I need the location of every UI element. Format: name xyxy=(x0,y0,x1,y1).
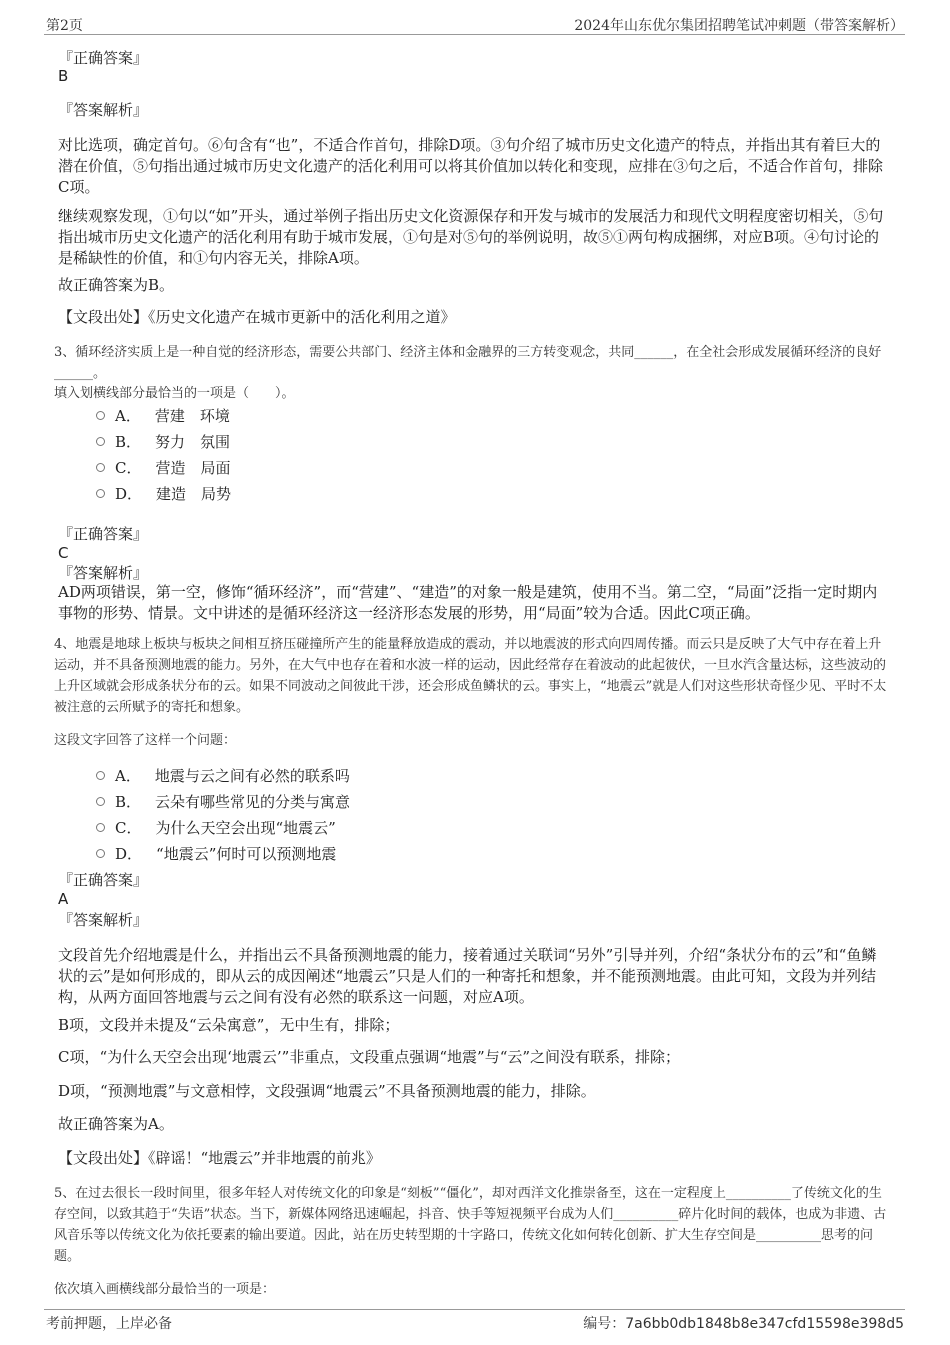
q4-option-b[interactable] xyxy=(96,791,350,812)
q3-option-b[interactable] xyxy=(96,431,230,452)
q4-analysis-p4: D项，“预测地震”与文意相悖，文段强调“地震云”不具备预测地震的能力，排除。 xyxy=(58,1082,596,1100)
document-title: 2024年山东优尔集团招聘笔试冲刺题（带答案解析） xyxy=(574,18,904,34)
footer-code-value: 7a6bb0db1848b8e347cfd15598e398d5 xyxy=(625,1316,904,1332)
q4-option-d[interactable] xyxy=(96,843,336,864)
q4-option-a[interactable] xyxy=(96,765,350,786)
footer-code xyxy=(583,1313,904,1333)
q3-analysis: AD两项错误，第一空，修饰“循环经济”，而“营建”、“建造”的对象一般是建筑，使用不当。第二空，“局面”泛指一定时期内事物的形势、情景。文中讲述的是循环经济这一经济形态发展的形势，用“局面”较为合适。因此C项正确。 xyxy=(58,583,878,622)
q3-stem: 3、循环经济实质上是一种自觉的经济形态，需要公共部门、经济主体和金融界的三方转变观念，共同______，在全社会形成发展循环经济的良好______。 xyxy=(54,345,882,381)
radio-icon[interactable] xyxy=(96,411,105,420)
option-letter: C． xyxy=(115,819,142,837)
q4-source: 【文段出处】《辟谣！“地震云”并非地震的前兆》 xyxy=(58,1149,381,1167)
q2-analysis-label: 『答案解析』 xyxy=(58,101,149,119)
footer-rule xyxy=(44,1309,905,1310)
page-number: 第2页 xyxy=(46,18,83,34)
option-text: “地震云”何时可以预测地震 xyxy=(156,845,337,863)
radio-icon[interactable] xyxy=(96,771,105,780)
radio-icon[interactable] xyxy=(96,463,105,472)
q2-answer: B xyxy=(58,67,69,85)
radio-icon[interactable] xyxy=(96,489,105,498)
q2-conclusion: 故正确答案为B。 xyxy=(58,276,175,294)
q4-conclusion: 故正确答案为A。 xyxy=(58,1115,174,1133)
option-text: 云朵有哪些常见的分类与寓意 xyxy=(155,793,351,811)
radio-icon[interactable] xyxy=(96,437,105,446)
footer-code-label: 编号： xyxy=(583,1316,626,1332)
q4-stem: 4、地震是地球上板块与板块之间相互挤压碰撞所产生的能量释放造成的震动，并以地震波的形式向四周传播。而云只是反映了大气中存在着上升运动，并不具备预测地震的能力。另外，在大气中也存在着和水波一样的运动，因此经常存在着波动的此起彼伏，一旦水汽含量达标，这些波动的上升区域就会形成条状分布的云。如果不同波动之间彼此干涉，还会形成鱼鳞状的云。事实上，“地震云”就是人们对这些形状奇怪少见、平时不太被注意的云所赋予的寄托和想象。 xyxy=(54,637,887,715)
radio-icon[interactable] xyxy=(96,823,105,832)
radio-icon[interactable] xyxy=(96,797,105,806)
q2-source: 【文段出处】《历史文化遗产在城市更新中的活化利用之道》 xyxy=(58,308,456,326)
q3-prompt: 填入划横线部分最恰当的一项是（ ）。 xyxy=(54,386,295,401)
option-letter: A． xyxy=(115,407,141,425)
q3-answer: C xyxy=(58,544,69,562)
q4-answer-label: 『正确答案』 xyxy=(58,871,149,889)
option-text: 地震与云之间有必然的联系吗 xyxy=(154,767,350,785)
option-letter: A． xyxy=(115,767,141,785)
radio-icon[interactable] xyxy=(96,849,105,858)
option-letter: B． xyxy=(115,793,142,811)
header-rule xyxy=(44,34,905,35)
q2-answer-label: 『正确答案』 xyxy=(58,49,149,67)
option-letter: B． xyxy=(115,433,142,451)
q3-option-a[interactable] xyxy=(96,405,230,426)
option-letter: C． xyxy=(115,459,142,477)
option-text: 营造 局面 xyxy=(155,459,231,477)
q4-prompt: 这段文字回答了这样一个问题： xyxy=(54,733,237,748)
option-text: 为什么天空会出现“地震云” xyxy=(155,819,336,837)
option-letter: D． xyxy=(115,845,143,863)
q4-analysis-p1: 文段首先介绍地震是什么，并指出云不具备预测地震的能力，接着通过关联词“另外”引导并列，介绍“条状分布的云”和“鱼鳞状的云”是如何形成的，即从云的成因阐述“地震云”只是人们的一种寄托和想象，并不能预测地震。由此可知，文段为并列结构，从两方面回答地震与云之间有没有必然的联系这一问题，对应A项。 xyxy=(58,946,877,1006)
q3-analysis-label: 『答案解析』 xyxy=(58,564,149,582)
q2-analysis-p2: 继续观察发现，①句以“如”开头，通过举例子指出历史文化资源保存和开发与城市的发展活力和现代文明程度密切相关，⑤句指出城市历史文化遗产的活化利用有助于城市发展，①句是对⑤句的举例说明，故⑤①两句构成捆绑，对应B项。④句讨论的是稀缺性的价值，和①句内容无关，排除A项。 xyxy=(58,207,884,267)
q4-answer: A xyxy=(58,890,69,908)
q5-stem: 5、在过去很长一段时间里，很多年轻人对传统文化的印象是“刻板”“僵化”，却对西洋文化推崇备至，这在一定程度上__________了传统文化的生存空间，以致其趋于“失语”状态。当下，新媒体网络迅速崛起，抖音、快手等短视频平台成为人们__________碎片化时间的载体，也成为非遗、古风音乐等以传统文化为依托要素的输出要道。因此，站在历史转型期的十字路口，传统文化如何转化创新、扩大生存空间是__________思考的问题。 xyxy=(54,1186,887,1264)
q3-option-d[interactable] xyxy=(96,483,231,504)
q4-analysis-p3: C项，“为什么天空会出现‘地震云’”非重点，文段重点强调“地震”与“云”之间没有联系，排除； xyxy=(58,1048,681,1066)
option-text: 营建 环境 xyxy=(154,407,230,425)
q4-analysis-label: 『答案解析』 xyxy=(58,911,149,929)
q5-prompt: 依次填入画横线部分最恰当的一项是： xyxy=(54,1282,276,1297)
option-text: 建造 局势 xyxy=(156,485,232,503)
footer-slogan: 考前押题，上岸必备 xyxy=(46,1316,172,1332)
q3-option-c[interactable] xyxy=(96,457,231,478)
q4-analysis-p2: B项，文段并未提及“云朵寓意”，无中生有，排除； xyxy=(58,1016,400,1034)
q3-answer-label: 『正确答案』 xyxy=(58,525,149,543)
q2-analysis-p1: 对比选项，确定首句。⑥句含有“也”，不适合作首句，排除D项。③句介绍了城市历史文化遗产的特点，并指出其有着巨大的潜在价值，⑤句指出通过城市历史文化遗产的活化利用可以将其价值加以转化和变现，应排在③句之后，不适合作首句，排除C项。 xyxy=(58,136,884,196)
option-text: 努力 氛围 xyxy=(155,433,231,451)
option-letter: D． xyxy=(115,485,143,503)
q4-option-c[interactable] xyxy=(96,817,336,838)
